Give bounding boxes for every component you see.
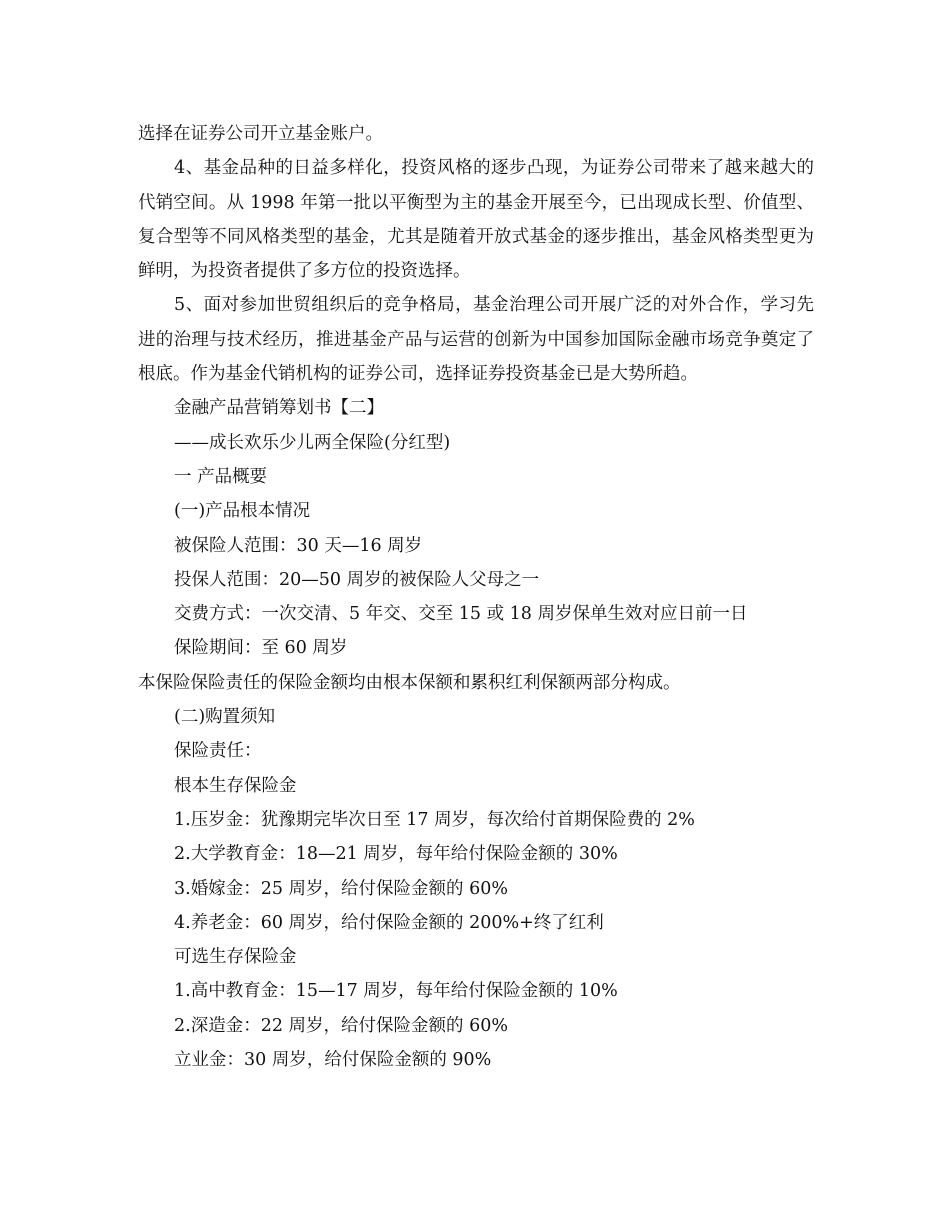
applicant-range: 投保人范围：20—50 周岁的被保险人父母之一 (174, 569, 540, 590)
payment-method: 交费方式：一次交清、5 年交、交至 15 或 18 周岁保单生效对应日前一日 (174, 604, 748, 625)
heading-optional-survival-benefit: 可选生存保险金 (174, 947, 297, 968)
insured-range: 被保险人范围：30 天—16 周岁 (174, 535, 423, 556)
insurance-period: 保险期间：至 60 周岁 (174, 638, 348, 659)
coverage-amount-note: 本保险保险责任的保险金额均由根本保额和累积红利保额两部分构成。 (138, 672, 681, 693)
paragraph-continuation: 选择在证券公司开立基金账户。 (138, 124, 383, 144)
benefit-item: 1.压岁金：犹豫期完毕次日至 17 周岁，每次给付首期保险费的 2% (174, 809, 695, 830)
heading-basic-info: (一)产品根本情况 (174, 501, 311, 522)
benefit-item: 2.大学教育金：18—21 周岁，每年给付保险金额的 30% (174, 844, 618, 865)
document-body (138, 117, 814, 1077)
optional-benefit-item: 立业金：30 周岁，给付保险金额的 90% (174, 1050, 492, 1071)
section-title: 金融产品营销筹划书【二】 (174, 398, 384, 419)
paragraph-item-4: 4、基金品种的日益多样化，投资风格的逐步凸现，为证券公司带来了越来越大的代销空间。从 1998 年第一批以平衡型为主的基金开展至今，已出现成长型、价值型、复合型等不同风格类型的基金，尤其是随着开放式基金的逐步推出，基金风格类型更为鲜明，为投资者提供了多方位的投资选择。 (138, 158, 814, 282)
heading-insurance-liability: 保险责任： (174, 741, 262, 762)
benefit-item: 3.婚嫁金：25 周岁，给付保险金额的 60% (174, 878, 508, 899)
paragraph-item-5: 5、面对参加世贸组织后的竞争格局，基金治理公司开展广泛的对外合作，学习先进的治理与技术经历，推进基金产品与运营的创新为中国参加国际金融市场竞争奠定了根底。作为基金代销机构的证券公司，选择证券投资基金已是大势所趋。 (138, 295, 814, 385)
benefit-item: 4.养老金：60 周岁，给付保险金额的 200%+终了红利 (174, 912, 604, 933)
heading-purchase-notes: (二)购置须知 (174, 707, 276, 728)
product-subtitle: ——成长欢乐少儿两全保险(分红型) (174, 432, 451, 453)
optional-benefit-item: 1.高中教育金：15—17 周岁，每年给付保险金额的 10% (174, 981, 618, 1002)
heading-basic-survival-benefit: 根本生存保险金 (174, 775, 297, 796)
optional-benefit-item: 2.深造金：22 周岁，给付保险金额的 60% (174, 1015, 508, 1036)
heading-product-overview: 一 产品概要 (174, 466, 268, 487)
